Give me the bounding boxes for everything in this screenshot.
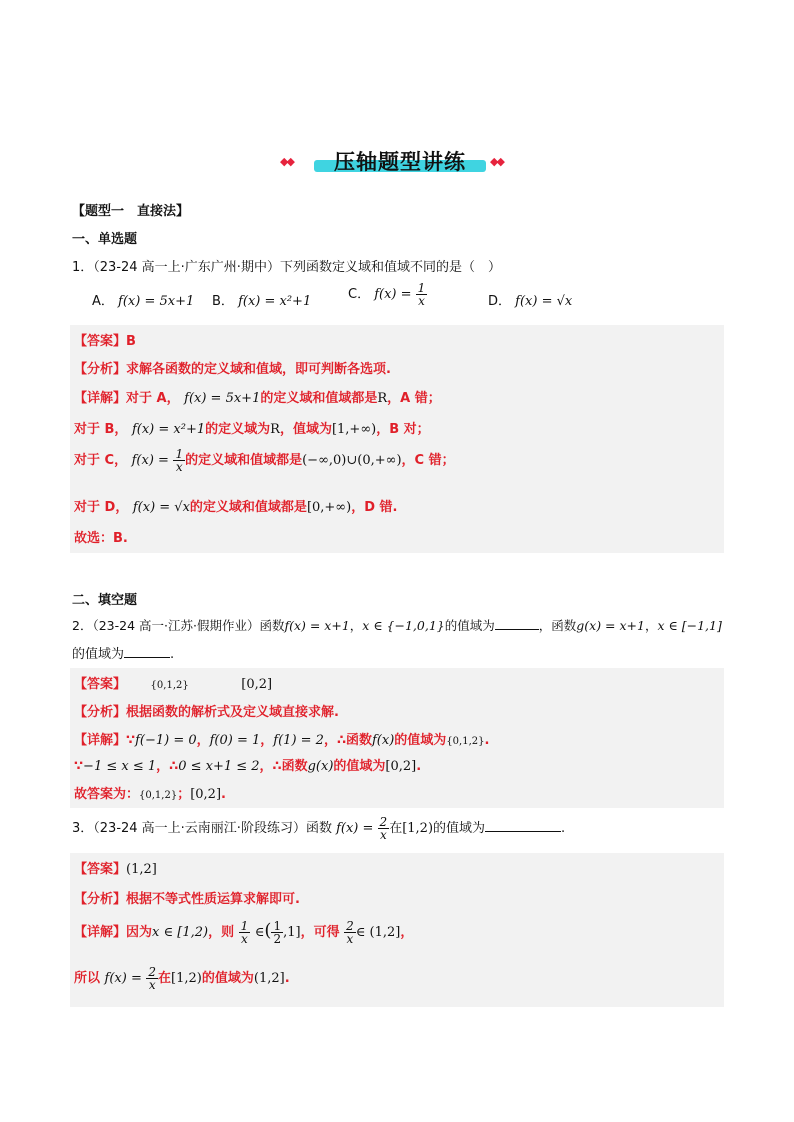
q1-d1-a: 对于 A， (126, 391, 180, 406)
q2-d2-c: 的值域为 (333, 759, 386, 774)
q2-stem-e: ， (644, 618, 658, 633)
q1-d3-num: 1 (175, 447, 184, 461)
q2-answer-2: [0,2] (241, 677, 273, 692)
q1-d3-den: x (175, 460, 183, 474)
q2-final (74, 783, 226, 802)
q3-d1-in2: ∈ (1,2] (355, 925, 401, 940)
q1-d2-b: 的定义域为 (205, 422, 271, 437)
q3-answer-value: (1,2] (126, 862, 157, 877)
q2-d1-m2: f(0) = 1 (209, 733, 261, 748)
q3-d1-a: 因为 (126, 925, 153, 940)
q1-option-c-lhs: f(x) = (374, 287, 412, 302)
q2-stem-dom: x ∈ {−1,0,1} (362, 618, 445, 633)
q3-d1-b: ，则 (208, 925, 235, 940)
q1-d3-lhs: f(x) = (131, 453, 169, 468)
q3-d2-end: . (284, 971, 290, 986)
section-fill-blank-label: 二、填空题 (72, 593, 138, 608)
q1-detail-3 (74, 448, 455, 473)
q1-d2-a: 对于 B， (74, 422, 128, 437)
q2-d2-because: ∵ (74, 759, 84, 774)
q1-option-c-num: 1 (417, 281, 426, 295)
q1-d3-int: (−∞,0)∪(0,+∞) (302, 453, 402, 468)
q2-blank-2[interactable] (124, 657, 170, 658)
q1-detail-4 (74, 496, 397, 515)
q3-d1-den: x (241, 932, 248, 946)
q2-d1-fx: f(x) (372, 733, 395, 748)
q1-d1-b: 的定义域和值域都是 (260, 391, 378, 406)
q3-d2-a: 所以 (74, 971, 101, 986)
q1-d3-b: 的定义域和值域都是 (185, 453, 303, 468)
q2-d1-b: 的值域为 (394, 733, 447, 748)
q1-option-b: f(x) = x²+1 (238, 294, 312, 309)
q1-d4-int: [0,+∞) (306, 500, 352, 515)
section-single-choice-label: 一、单选题 (72, 232, 138, 247)
q2-d2-b: ，∴函数 (259, 759, 308, 774)
q3-stem-b: 在 (389, 821, 403, 836)
q2-d2-m2: 0 ≤ x+1 ≤ 2 (178, 759, 260, 774)
q1-d4-a: 对于 D， (74, 500, 129, 515)
q1-answer: 【答案】B (74, 334, 136, 349)
q3-d2-c: 的值域为 (201, 971, 254, 986)
q2-blank-1[interactable] (495, 629, 539, 630)
q3-blank[interactable] (485, 831, 561, 832)
q1-d2-int: [1,+∞) (331, 422, 377, 437)
q1-option-d: f(x) = √x (515, 294, 573, 309)
q1-options (92, 290, 194, 309)
q3-stem-end: . (561, 821, 566, 836)
q2-d1-set: {0,1,2} (446, 736, 485, 747)
q3-detail-label: 【详解】 (74, 925, 127, 940)
q1-final: 故选：B. (74, 531, 128, 546)
q2-final-a: 故答案为： (74, 787, 140, 802)
q3-d1-fn: 1 (273, 919, 282, 933)
q1-d2-R: R (270, 422, 280, 437)
q2-answer (74, 673, 272, 692)
q3-d1-int-open: ( (264, 920, 272, 941)
q2-d1-end: . (484, 733, 490, 748)
page-title: 压轴题型讲练 (334, 150, 466, 174)
q1-d4-c: ，D 错. (351, 500, 398, 515)
q2-detail-1 (74, 729, 489, 748)
q2-d1-sep2: ， (260, 733, 274, 748)
q2-final-end: . (221, 787, 226, 802)
q3-d1-m1: x ∈ [1,2) (152, 925, 209, 940)
q3-stem-lhs: f(x) = (336, 821, 374, 836)
q3-stem-num: 2 (379, 815, 388, 829)
q2-stem-line2-text: 的值域为 (72, 647, 125, 662)
q1-option-c-label: C． (348, 287, 371, 302)
q3-d1-c: ，可得 (300, 925, 340, 940)
q3-d1-int-close: ,1] (283, 925, 301, 940)
q2-d1-because: ∵ (126, 733, 136, 748)
q2-d2-m1: −1 ≤ x ≤ 1 (83, 759, 157, 774)
q1-option-b-block (212, 290, 311, 309)
q3-detail-1 (74, 920, 413, 945)
q2-d1-m1: f(−1) = 0 (135, 733, 197, 748)
q1-detail-2 (74, 418, 430, 437)
q2-d1-m3: f(1) = 2 (273, 733, 324, 748)
q1-option-c-block (348, 282, 427, 307)
section-type-label: 【题型一 直接法】 (72, 204, 190, 219)
q2-stem-g: g(x) = x+1 (576, 618, 645, 633)
q2-stem-a: 2．（23-24 高一·江苏·假期作业）函数 (72, 618, 285, 633)
q3-analysis: 【分析】根据不等式性质运算求解即可. (74, 892, 300, 907)
q2-stem-dom2: x ∈ [−1,1] (657, 618, 722, 633)
q2-answer-label: 【答案】 (74, 677, 127, 692)
q2-stem-f: f(x) = x+1 (284, 618, 350, 633)
q2-d2-therefore: ，∴ (156, 759, 179, 774)
q3-d1-num2: 2 (346, 919, 354, 933)
q3-answer-label: 【答案】 (74, 862, 127, 877)
q2-stem-end: . (170, 647, 175, 662)
q3-d2-res: (1,2] (253, 971, 285, 986)
q3-answer (74, 858, 157, 877)
q2-stem-d: ，函数 (538, 618, 577, 633)
q2-d2-int: [0,2] (385, 759, 417, 774)
q3-d1-den2: x (346, 932, 354, 946)
q1-d1-c: ，A 错； (387, 391, 441, 406)
q1-d1-R: R (377, 391, 388, 406)
q2-detail-label: 【详解】 (74, 733, 127, 748)
diamond-left-icon: ◆◆ (280, 155, 293, 168)
q1-analysis: 【分析】求解各函数的定义域和值域，即可判断各选项. (74, 362, 391, 377)
q1-detail-label: 【详解】 (74, 391, 127, 406)
q3-detail-2 (74, 966, 290, 991)
q1-d3-a: 对于 C， (74, 453, 128, 468)
q2-final-2: [0,2] (190, 787, 222, 802)
q3-stem-c: 的值域为 (433, 821, 486, 836)
q1-option-a-label: A． (92, 294, 114, 309)
q1-d2-c: ，值域为 (279, 422, 332, 437)
q3-stem (72, 816, 565, 841)
q2-stem-line1 (72, 616, 722, 634)
q2-d2-gx: g(x) (307, 759, 334, 774)
q1-detail-1 (74, 387, 441, 406)
q1-stem: 1．（23-24 高一上·广东广州·期中）下列函数定义域和值域不同的是（ ） (72, 260, 501, 275)
q2-analysis: 【分析】根据函数的解析式及定义域直接求解. (74, 705, 339, 720)
q1-d4-b: 的定义域和值域都是 (189, 500, 307, 515)
q1-d3-c: ，C 错； (401, 453, 455, 468)
q1-option-d-block (488, 290, 572, 309)
q2-detail-2 (74, 755, 421, 774)
q2-answer-1: {0,1,2} (150, 680, 189, 691)
q2-d1-therefore: ，∴函数 (323, 733, 372, 748)
q2-stem-c: 的值域为 (444, 618, 495, 633)
q3-d1-num: 1 (240, 919, 249, 933)
q3-stem-den: x (379, 828, 387, 842)
q1-option-b-label: B． (212, 294, 234, 309)
q1-d2-d: ，B 对； (376, 422, 430, 437)
q2-stem-b: ， (349, 618, 363, 633)
q3-d1-in: ∈ (254, 925, 265, 940)
q3-d2-int: [1,2) (171, 971, 202, 986)
q1-d4-math: f(x) = √x (132, 500, 190, 515)
q1-option-a: f(x) = 5x+1 (118, 294, 195, 309)
q1-option-c-den: x (418, 294, 425, 308)
q2-d2-end: . (416, 759, 422, 774)
q3-d2-lhs: f(x) = (104, 971, 142, 986)
q3-d1-d: ， (400, 925, 414, 940)
q1-d1-math: f(x) = 5x+1 (184, 391, 261, 406)
q2-stem-line2 (72, 643, 174, 662)
q1-d2-math: f(x) = x²+1 (131, 422, 206, 437)
q3-d1-fd: 2 (273, 932, 282, 946)
q2-d1-sep1: ， (196, 733, 210, 748)
page-title-block (280, 144, 520, 178)
q3-stem-a: 3．（23-24 高一上·云南丽江·阶段练习）函数 (72, 821, 332, 836)
q3-d2-num: 2 (148, 965, 157, 979)
q3-stem-int: [1,2) (402, 821, 434, 836)
q2-final-sep: ； (177, 787, 191, 802)
q3-d2-b: 在 (158, 971, 172, 986)
diamond-right-icon: ◆◆ (490, 155, 503, 168)
q1-option-d-label: D． (488, 294, 512, 309)
q2-final-1: {0,1,2} (139, 790, 178, 801)
q3-d2-den: x (148, 978, 156, 992)
